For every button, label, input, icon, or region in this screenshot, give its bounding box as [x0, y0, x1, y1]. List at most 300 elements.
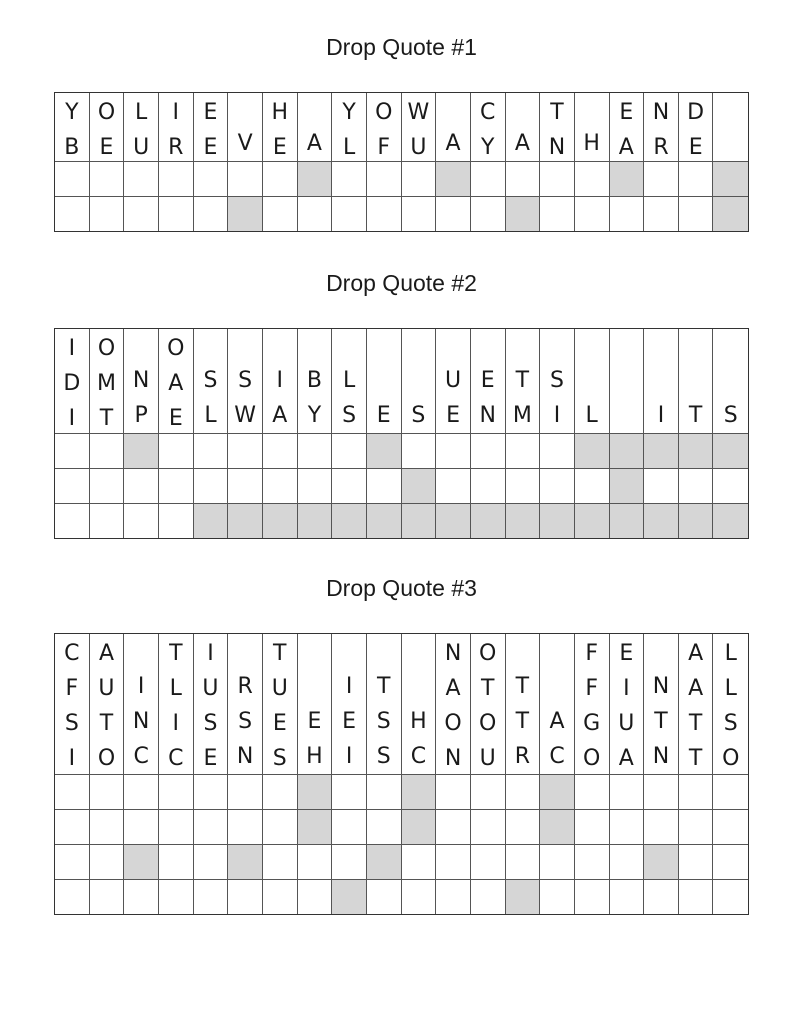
column-letter: E: [619, 100, 634, 125]
column-letter: I: [68, 406, 76, 431]
column-letter: A: [168, 371, 184, 396]
answer-cell[interactable]: [55, 880, 90, 914]
answer-cell[interactable]: [332, 162, 367, 196]
letter-column: [228, 329, 263, 433]
letter-column: [644, 329, 679, 433]
column-letter: U: [444, 368, 462, 393]
answer-cell[interactable]: [124, 810, 159, 844]
column-letter: T: [273, 641, 287, 666]
answer-cell[interactable]: [159, 775, 194, 809]
column-letter: F: [585, 676, 598, 701]
answer-cell[interactable]: [90, 162, 125, 196]
answer-cell[interactable]: [194, 197, 229, 231]
answer-cell[interactable]: [367, 469, 402, 503]
puzzle-grid: [54, 328, 749, 539]
blocked-cell: [610, 504, 645, 538]
letter-column: [55, 93, 90, 161]
answer-cell[interactable]: [263, 162, 298, 196]
answer-cell[interactable]: [55, 434, 90, 468]
answer-cell[interactable]: [506, 775, 541, 809]
answer-cell[interactable]: [644, 810, 679, 844]
letter-column: [367, 634, 402, 774]
column-letter: E: [203, 100, 218, 125]
column-letter: W: [234, 403, 256, 428]
column-letter: E: [376, 403, 391, 428]
blocked-cell: [367, 504, 402, 538]
letter-column: [575, 634, 610, 774]
blocked-cell: [367, 434, 402, 468]
column-letter: T: [515, 368, 530, 393]
letter-bank: [55, 329, 748, 433]
answer-cell[interactable]: [124, 469, 159, 503]
answer-cell[interactable]: [298, 469, 333, 503]
answer-cell[interactable]: [228, 880, 263, 914]
answer-cell[interactable]: [575, 845, 610, 879]
column-letter: O: [97, 336, 116, 361]
blocked-cell: [436, 162, 471, 196]
column-letter: H: [583, 131, 600, 156]
answer-cell[interactable]: [713, 845, 748, 879]
column-letter: E: [272, 135, 287, 160]
column-letter: N: [652, 674, 670, 699]
letter-column: [55, 634, 90, 774]
answer-cell[interactable]: [679, 162, 714, 196]
answer-cell[interactable]: [298, 197, 333, 231]
blocked-cell: [402, 775, 437, 809]
answer-cell[interactable]: [575, 880, 610, 914]
answer-cell[interactable]: [575, 810, 610, 844]
answer-cell[interactable]: [575, 469, 610, 503]
answer-cell[interactable]: [159, 880, 194, 914]
answer-cell[interactable]: [436, 434, 471, 468]
letter-column: [471, 93, 506, 161]
answer-cell[interactable]: [367, 162, 402, 196]
answer-cell[interactable]: [159, 434, 194, 468]
column-letter: N: [548, 135, 566, 160]
blocked-cell: [402, 504, 437, 538]
column-letter: F: [65, 676, 79, 701]
answer-cell[interactable]: [228, 775, 263, 809]
letter-column: [575, 93, 610, 161]
column-letter: O: [479, 711, 497, 736]
letter-column: [367, 329, 402, 433]
column-letter: L: [169, 676, 182, 701]
letter-column: [124, 329, 159, 433]
answer-cell[interactable]: [540, 845, 575, 879]
blocked-cell: [644, 434, 679, 468]
column-letter: C: [133, 744, 149, 769]
puzzle-title: Drop Quote #1: [326, 34, 477, 60]
column-letter: L: [585, 403, 598, 428]
answer-cell[interactable]: [263, 810, 298, 844]
letter-column: [124, 634, 159, 774]
answer-cell[interactable]: [159, 810, 194, 844]
letter-column: [436, 329, 471, 433]
column-letter: L: [135, 100, 148, 125]
answer-cell[interactable]: [263, 469, 298, 503]
answer-cell[interactable]: [228, 810, 263, 844]
answer-cell[interactable]: [575, 162, 610, 196]
answer-cell[interactable]: [332, 810, 367, 844]
answer-cell[interactable]: [644, 197, 679, 231]
column-letter: O: [722, 746, 740, 771]
blocked-cell: [332, 504, 367, 538]
letter-column: [298, 329, 333, 433]
column-letter: S: [342, 403, 357, 428]
answer-cell[interactable]: [644, 775, 679, 809]
letter-column: [332, 93, 367, 161]
answer-cell[interactable]: [367, 810, 402, 844]
column-letter: A: [98, 641, 115, 666]
letter-column: [159, 93, 194, 161]
blocked-cell: [713, 434, 748, 468]
column-letter: L: [724, 676, 737, 701]
column-letter: E: [480, 368, 495, 393]
column-letter: L: [724, 641, 737, 666]
column-letter: I: [68, 746, 76, 771]
column-letter: A: [688, 641, 704, 666]
column-letter: D: [63, 371, 81, 396]
answer-cell[interactable]: [124, 775, 159, 809]
answer-cell[interactable]: [90, 775, 125, 809]
answer-cell[interactable]: [506, 162, 541, 196]
letter-column: [610, 329, 645, 433]
column-letter: E: [99, 135, 114, 160]
letter-column: [194, 329, 229, 433]
blocked-cell: [228, 504, 263, 538]
answer-cell[interactable]: [471, 775, 506, 809]
answer-cell[interactable]: [263, 880, 298, 914]
answer-cell[interactable]: [471, 434, 506, 468]
blocked-cell: [610, 434, 645, 468]
answer-cell[interactable]: [124, 504, 159, 538]
column-letter: T: [688, 746, 703, 771]
answer-cell[interactable]: [367, 197, 402, 231]
answer-cell[interactable]: [436, 469, 471, 503]
column-letter: S: [203, 368, 218, 393]
column-letter: U: [479, 746, 496, 771]
letter-column: [124, 93, 159, 161]
answer-cell[interactable]: [436, 197, 471, 231]
answer-cell[interactable]: [402, 197, 437, 231]
column-letter: N: [444, 746, 462, 771]
answer-cell[interactable]: [713, 469, 748, 503]
column-letter: E: [203, 746, 218, 771]
column-letter: Y: [342, 100, 356, 125]
column-letter: M: [96, 371, 116, 396]
column-letter: A: [272, 403, 288, 428]
column-letter: U: [133, 135, 150, 160]
answer-cell[interactable]: [610, 810, 645, 844]
answer-cell[interactable]: [506, 469, 541, 503]
column-letter: I: [137, 674, 145, 699]
answer-cell[interactable]: [194, 434, 229, 468]
answer-cell[interactable]: [159, 197, 194, 231]
answer-cell[interactable]: [610, 845, 645, 879]
column-letter: T: [377, 674, 391, 699]
column-letter: A: [618, 746, 634, 771]
answer-cell[interactable]: [540, 197, 575, 231]
answer-cell[interactable]: [194, 162, 229, 196]
answer-row: [55, 809, 748, 844]
blocked-cell: [471, 504, 506, 538]
column-letter: E: [272, 711, 287, 736]
column-letter: O: [479, 641, 497, 666]
answer-cell[interactable]: [298, 434, 333, 468]
column-letter: T: [688, 711, 703, 736]
column-letter: E: [168, 406, 183, 431]
answer-cell[interactable]: [124, 197, 159, 231]
answer-cell[interactable]: [228, 469, 263, 503]
column-letter: A: [618, 135, 634, 160]
blocked-cell: [124, 845, 159, 879]
answer-cell[interactable]: [610, 880, 645, 914]
answer-cell[interactable]: [402, 434, 437, 468]
answer-cell[interactable]: [436, 880, 471, 914]
answer-cell[interactable]: [367, 880, 402, 914]
column-letter: C: [64, 641, 80, 666]
answer-cell[interactable]: [575, 197, 610, 231]
column-letter: H: [306, 744, 323, 769]
column-letter: O: [444, 711, 462, 736]
answer-cell[interactable]: [159, 504, 194, 538]
column-letter: U: [410, 135, 427, 160]
blocked-cell: [575, 504, 610, 538]
blocked-cell: [679, 504, 714, 538]
column-letter: Y: [480, 135, 495, 160]
column-letter: C: [410, 744, 427, 769]
answer-cell[interactable]: [540, 162, 575, 196]
answer-cell[interactable]: [471, 162, 506, 196]
answer-cell[interactable]: [471, 810, 506, 844]
blocked-cell: [644, 845, 679, 879]
column-letter: V: [237, 131, 253, 156]
answer-cell[interactable]: [90, 469, 125, 503]
letter-column: [228, 93, 263, 161]
answer-cell[interactable]: [55, 197, 90, 231]
answer-cell[interactable]: [90, 880, 125, 914]
answer-cell[interactable]: [55, 775, 90, 809]
answer-cell[interactable]: [436, 845, 471, 879]
answer-cell[interactable]: [55, 162, 90, 196]
answer-cell[interactable]: [575, 775, 610, 809]
column-letter: A: [445, 131, 461, 156]
answer-cell[interactable]: [540, 880, 575, 914]
letter-column: [228, 634, 263, 774]
letter-column: [644, 634, 679, 774]
answer-cell[interactable]: [55, 845, 90, 879]
answer-cell[interactable]: [713, 880, 748, 914]
answer-cell[interactable]: [90, 434, 125, 468]
blocked-cell: [506, 197, 541, 231]
answer-cell[interactable]: [159, 469, 194, 503]
column-letter: P: [134, 403, 148, 428]
letter-column: [471, 329, 506, 433]
answer-cell[interactable]: [228, 162, 263, 196]
column-letter: E: [307, 709, 322, 734]
letter-column: [540, 93, 575, 161]
answer-cell[interactable]: [194, 880, 229, 914]
column-letter: L: [342, 368, 356, 393]
answer-cell[interactable]: [402, 845, 437, 879]
answer-cell[interactable]: [402, 880, 437, 914]
answer-cell[interactable]: [332, 775, 367, 809]
column-letter: L: [342, 135, 356, 160]
answer-cell[interactable]: [263, 845, 298, 879]
answer-cell[interactable]: [471, 880, 506, 914]
answer-cell[interactable]: [402, 162, 437, 196]
answer-cell[interactable]: [194, 810, 229, 844]
answer-cell[interactable]: [298, 880, 333, 914]
blocked-cell: [713, 162, 748, 196]
blocked-cell: [298, 504, 333, 538]
blocked-cell: [194, 504, 229, 538]
column-letter: R: [514, 744, 530, 769]
letter-column: [679, 634, 714, 774]
answer-cell[interactable]: [679, 469, 714, 503]
column-letter: S: [203, 711, 218, 736]
answer-cell[interactable]: [263, 775, 298, 809]
answer-cell[interactable]: [228, 434, 263, 468]
answer-cell[interactable]: [90, 845, 125, 879]
answer-cell[interactable]: [55, 469, 90, 503]
letter-column: [159, 634, 194, 774]
letter-column: [436, 634, 471, 774]
column-letter: T: [550, 100, 564, 125]
answer-cell[interactable]: [506, 810, 541, 844]
column-letter: A: [514, 131, 530, 156]
answer-cell[interactable]: [124, 880, 159, 914]
column-letter: N: [652, 744, 670, 769]
column-letter: N: [236, 744, 254, 769]
answer-cell[interactable]: [332, 434, 367, 468]
column-letter: T: [169, 641, 183, 666]
blocked-cell: [402, 469, 437, 503]
column-letter: E: [688, 135, 703, 160]
answer-cell[interactable]: [194, 775, 229, 809]
answer-cell[interactable]: [55, 810, 90, 844]
answer-cell[interactable]: [610, 197, 645, 231]
blocked-cell: [506, 880, 541, 914]
answer-cell[interactable]: [679, 197, 714, 231]
answer-cell[interactable]: [471, 845, 506, 879]
column-letter: N: [444, 641, 462, 666]
answer-cell[interactable]: [194, 845, 229, 879]
letter-column: [471, 634, 506, 774]
column-letter: S: [411, 403, 426, 428]
answer-cell[interactable]: [540, 469, 575, 503]
answer-cell[interactable]: [90, 197, 125, 231]
column-letter: N: [132, 368, 150, 393]
letter-column: [298, 93, 333, 161]
column-letter: S: [376, 744, 391, 769]
answer-cell[interactable]: [679, 775, 714, 809]
answer-cell[interactable]: [506, 434, 541, 468]
answer-cell[interactable]: [436, 810, 471, 844]
column-letter: Y: [307, 403, 322, 428]
column-letter: L: [204, 403, 217, 428]
answer-cell[interactable]: [90, 504, 125, 538]
column-letter: C: [480, 100, 496, 125]
answer-cell[interactable]: [436, 775, 471, 809]
column-letter: E: [342, 709, 357, 734]
column-letter: M: [512, 403, 532, 428]
answer-cell[interactable]: [610, 775, 645, 809]
answer-cell[interactable]: [159, 162, 194, 196]
blocked-cell: [402, 810, 437, 844]
column-letter: S: [376, 709, 391, 734]
letter-column: [194, 634, 229, 774]
column-letter: O: [375, 100, 393, 125]
answer-cell[interactable]: [713, 775, 748, 809]
column-letter: I: [207, 641, 214, 666]
answer-cell[interactable]: [644, 469, 679, 503]
letter-column: [644, 93, 679, 161]
column-letter: I: [657, 403, 665, 428]
answer-cell[interactable]: [471, 197, 506, 231]
answer-cell[interactable]: [332, 845, 367, 879]
column-letter: S: [238, 709, 253, 734]
letter-column: [367, 93, 402, 161]
column-letter: A: [306, 131, 322, 156]
column-letter: I: [276, 368, 284, 393]
blocked-cell: [713, 504, 748, 538]
letter-column: [506, 634, 541, 774]
letter-column: [90, 329, 125, 433]
letter-column: [506, 93, 541, 161]
answer-cell[interactable]: [55, 504, 90, 538]
answer-cell[interactable]: [263, 434, 298, 468]
answer-cell[interactable]: [332, 197, 367, 231]
answer-cell[interactable]: [679, 845, 714, 879]
answer-cell[interactable]: [679, 880, 714, 914]
blocked-cell: [228, 197, 263, 231]
column-letter: C: [549, 744, 565, 769]
letter-column: [540, 329, 575, 433]
answer-cell[interactable]: [159, 845, 194, 879]
answer-cell[interactable]: [506, 845, 541, 879]
letter-column: [610, 93, 645, 161]
answer-cell[interactable]: [540, 434, 575, 468]
column-letter: E: [446, 403, 460, 428]
blocked-cell: [610, 469, 645, 503]
letter-column: [263, 329, 298, 433]
column-letter: I: [345, 674, 353, 699]
answer-cell[interactable]: [644, 162, 679, 196]
answer-cell[interactable]: [194, 469, 229, 503]
column-letter: I: [553, 403, 561, 428]
answer-cell[interactable]: [124, 162, 159, 196]
answer-cell[interactable]: [644, 880, 679, 914]
answer-row: [55, 844, 748, 879]
answer-row: [55, 468, 748, 503]
answer-row: [55, 196, 748, 231]
answer-cell[interactable]: [90, 810, 125, 844]
letter-column: [332, 329, 367, 433]
column-letter: T: [515, 709, 530, 734]
column-letter: I: [172, 100, 180, 125]
blocked-cell: [298, 810, 333, 844]
blocked-cell: [713, 197, 748, 231]
answer-cell[interactable]: [298, 845, 333, 879]
answer-cell[interactable]: [367, 775, 402, 809]
answer-cell[interactable]: [332, 469, 367, 503]
answer-cell[interactable]: [713, 810, 748, 844]
letter-column: [436, 93, 471, 161]
answer-cell[interactable]: [679, 810, 714, 844]
answer-cell[interactable]: [263, 197, 298, 231]
answer-cell[interactable]: [471, 469, 506, 503]
